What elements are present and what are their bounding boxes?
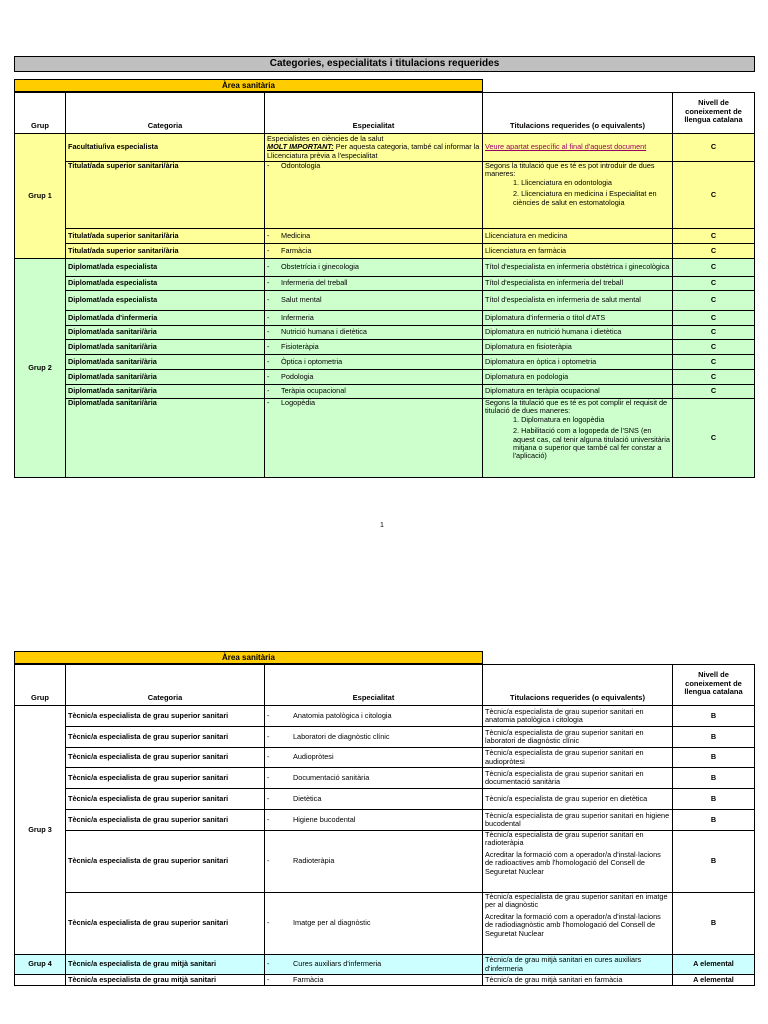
header-nivell: Nivell de coneixement de llengua catalana (673, 93, 755, 134)
group-label: Grup 4 (15, 955, 66, 975)
level-cell: B (673, 893, 755, 955)
group-label: Grup 2 (15, 259, 66, 478)
page-number: 1 (380, 522, 384, 529)
group-label: Grup 3 (15, 706, 66, 955)
table-page-2 (14, 664, 755, 986)
degree-cell: Tècnic/a especialista de grau superior en dietètica (483, 789, 673, 810)
header-titulacions: Titulacions requerides (o equivalents) (483, 665, 673, 706)
area-header: Àrea sanitària (14, 79, 483, 92)
level-cell: C (673, 370, 755, 385)
header-especialitat: Especialitat (265, 93, 483, 134)
degree-cell: Diplomatura en fisioteràpia (483, 340, 673, 355)
category-cell: Tècnic/a especialista de grau mitjà sanitari (66, 955, 265, 975)
specialty-cell: - Anatomia patològica i citologia (265, 706, 483, 727)
specialty-cell: - Obstetrícia i ginecologia (265, 259, 483, 277)
specialty-cell: - Podologia (265, 370, 483, 385)
level-cell: B (673, 748, 755, 768)
table-row (15, 259, 755, 277)
specialty-text: Especialistes en ciències de la salut (267, 133, 384, 143)
level-cell: C (673, 291, 755, 311)
level-cell: C (673, 311, 755, 326)
degree-cell: Tècnic/a especialista de grau superior sanitari en radioteràpia Acreditar la formació com a operador/a d'instal·lacions de radioactives amb l'homologació del Consell de Seguretat Nuclear (483, 831, 673, 893)
level-cell: C (673, 162, 755, 229)
level-cell: B (673, 706, 755, 727)
degree-cell: Tècnic/a especialista de grau superior sanitari en anatomia patològica i citologia (483, 706, 673, 727)
specialty-cell: - Documentació sanitària (265, 768, 483, 789)
level-cell: C (673, 277, 755, 291)
table-row (15, 955, 755, 975)
category-cell: Titulat/ada superior sanitari/ària (66, 244, 265, 259)
specific-section-link[interactable]: Veure apartat específic al final d'aquest document (485, 142, 647, 152)
important-note-label: MOLT IMPORTANT: (267, 142, 334, 152)
table-row (15, 831, 755, 893)
table-row (15, 311, 755, 326)
category-cell: Tècnic/a especialista de grau superior sanitari (66, 893, 265, 955)
degree-cell: Diplomatura d'infermeria o títol d'ATS (483, 311, 673, 326)
specialty-cell: - Òptica i optometria (265, 355, 483, 370)
group-label: Grup 1 (15, 134, 66, 259)
category-cell: Tècnic/a especialista de grau superior sanitari (66, 831, 265, 893)
category-cell: Titulat/ada superior sanitari/ària (66, 162, 265, 229)
table-page-1 (14, 92, 755, 478)
degree-cell: Diplomatura en teràpia ocupacional (483, 385, 673, 399)
category-cell: Diplomat/ada sanitari/ària (66, 399, 265, 478)
group-label-empty (15, 975, 66, 986)
level-cell: B (673, 831, 755, 893)
degree-cell: Títol d'especialista en infermeria de salut mental (483, 291, 673, 311)
table-row (15, 789, 755, 810)
category-cell: Diplomat/ada sanitari/ària (66, 370, 265, 385)
table-row (15, 748, 755, 768)
header-titulacions: Titulacions requerides (o equivalents) (483, 93, 673, 134)
specialty-cell: - Salut mental (265, 291, 483, 311)
level-cell: C (673, 399, 755, 478)
area-header: Àrea sanitària (14, 651, 483, 664)
specialty-cell: - Dietètica (265, 789, 483, 810)
degree-cell: Tècnic/a especialista de grau superior sanitari en imatge per al diagnòstic Acreditar la formació com a operador/a d'instal·lacions de radiodiagnòstic amb l'homologació del Consell de Seguretat Nuclear (483, 893, 673, 955)
category-cell: Tècnic/a especialista de grau superior sanitari (66, 768, 265, 789)
degree-cell: Segons la titulació que es té es pot complir el requisit de titulació de dues maneres: 1. Diplomatura en logopèdia 2. Habilitació com a logopeda de l'SNS (en aquest cas, cal tenir alguna titulació universitària mitjana o superior que també cal fer constar a l'aplicació) (483, 399, 673, 478)
table-row (15, 162, 755, 229)
document-title: Categories, especialitats i titulacions requerides (14, 56, 755, 72)
degree-cell: Tècnic/a especialista de grau superior sanitari en laboratori de diagnòstic clínic (483, 727, 673, 748)
specialty-cell: - Infermeria del treball (265, 277, 483, 291)
header-categoria: Categoria (66, 665, 265, 706)
category-cell: Titulat/ada superior sanitari/ària (66, 229, 265, 244)
level-cell: A elemental (673, 975, 755, 986)
category-cell: Tècnic/a especialista de grau superior sanitari (66, 789, 265, 810)
category-cell: Diplomat/ada especialista (66, 259, 265, 277)
specialty-cell: - Infermeria (265, 311, 483, 326)
level-cell: B (673, 789, 755, 810)
category-cell: Diplomat/ada especialista (66, 291, 265, 311)
specialty-cell: - Farmàcia (265, 975, 483, 986)
specialty-cell: - Higiene bucodental (265, 810, 483, 831)
level-cell: C (673, 385, 755, 399)
specialty-cell: - Nutrició humana i dietètica (265, 326, 483, 340)
level-cell: B (673, 810, 755, 831)
degree-cell: Tècnic/a especialista de grau superior sanitari en audiopròtesi (483, 748, 673, 768)
specialty-cell: - Teràpia ocupacional (265, 385, 483, 399)
level-cell: C (673, 326, 755, 340)
level-cell: B (673, 768, 755, 789)
category-cell: Tècnic/a especialista de grau superior sanitari (66, 727, 265, 748)
level-cell: B (673, 727, 755, 748)
table-row (15, 810, 755, 831)
category-cell: Diplomat/ada sanitari/ària (66, 385, 265, 399)
table-row (15, 727, 755, 748)
degree-cell: Tècnic/a de grau mitjà sanitari en farmàcia (483, 975, 673, 986)
table-row (15, 399, 755, 478)
table-row (15, 768, 755, 789)
table-row (15, 340, 755, 355)
table-row (15, 975, 755, 986)
degree-cell: Llicenciatura en medicina (483, 229, 673, 244)
degree-cell: Títol d'especialista en infermeria obstètrica i ginecològica (483, 259, 673, 277)
degree-cell: Títol d'especialista en infermeria del treball (483, 277, 673, 291)
degree-cell: Diplomatura en nutrició humana i dietètica (483, 326, 673, 340)
specialty-cell: - Logopèdia (265, 399, 483, 478)
specialty-cell: - Cures auxiliars d'infermeria (265, 955, 483, 975)
category-cell: Facultatiu/iva especialista (66, 134, 265, 162)
specialty-cell: - Radioteràpia (265, 831, 483, 893)
header-grup: Grup (15, 665, 66, 706)
specialty-cell: - Imatge per al diagnòstic (265, 893, 483, 955)
specialty-cell: - Medicina (265, 229, 483, 244)
degree-cell: Tècnic/a especialista de grau superior sanitari en higiene bucodental (483, 810, 673, 831)
table-row (15, 244, 755, 259)
level-cell: A elemental (673, 955, 755, 975)
important-note-text: Per aquesta categoria, també cal informar la Llicenciatura prèvia a l'especialitat (267, 142, 480, 160)
specialty-cell: - Farmàcia (265, 244, 483, 259)
specialty-cell: - Odontologia (265, 162, 483, 229)
table-row (15, 291, 755, 311)
category-cell: Diplomat/ada sanitari/ària (66, 355, 265, 370)
table-row (15, 229, 755, 244)
degree-cell: Tècnic/a especialista de grau superior sanitari en documentació sanitària (483, 768, 673, 789)
header-nivell: Nivell de coneixement de llengua catalana (673, 665, 755, 706)
table-row (15, 385, 755, 399)
table-row (15, 893, 755, 955)
specialty-cell: - Audiopròtesi (265, 748, 483, 768)
category-cell: Tècnic/a especialista de grau mitjà sanitari (66, 975, 265, 986)
specialty-cell (265, 134, 483, 162)
level-cell: C (673, 229, 755, 244)
category-cell: Tècnic/a especialista de grau superior sanitari (66, 706, 265, 727)
category-cell: Diplomat/ada d'infermeria (66, 311, 265, 326)
specialty-cell: - Fisioteràpia (265, 340, 483, 355)
header-grup: Grup (15, 93, 66, 134)
degree-cell: Diplomatura en podologia (483, 370, 673, 385)
table-row (15, 134, 755, 162)
category-cell: Tècnic/a especialista de grau superior sanitari (66, 810, 265, 831)
table-row (15, 277, 755, 291)
category-cell: Diplomat/ada sanitari/ària (66, 326, 265, 340)
degree-cell: Diplomatura en òptica i optometria (483, 355, 673, 370)
category-cell: Diplomat/ada especialista (66, 277, 265, 291)
table-row (15, 355, 755, 370)
level-cell: C (673, 355, 755, 370)
table-row (15, 706, 755, 727)
level-cell: C (673, 244, 755, 259)
level-cell: C (673, 134, 755, 162)
category-cell: Diplomat/ada sanitari/ària (66, 340, 265, 355)
degree-cell (483, 134, 673, 162)
degree-cell: Segons la titulació que es té es pot introduir de dues maneres: 1. Llicenciatura en odontologia 2. Llicenciatura en medicina i Especialitat en ciències de salut en estomatologia (483, 162, 673, 229)
table-row (15, 370, 755, 385)
level-cell: C (673, 259, 755, 277)
degree-cell: Tècnic/a de grau mitjà sanitari en cures auxiliars d'infermeria (483, 955, 673, 975)
category-cell: Tècnic/a especialista de grau superior sanitari (66, 748, 265, 768)
level-cell: C (673, 340, 755, 355)
degree-cell: Llicenciatura en farmàcia (483, 244, 673, 259)
specialty-cell: - Laboratori de diagnòstic clínic (265, 727, 483, 748)
header-categoria: Categoria (66, 93, 265, 134)
table-row (15, 326, 755, 340)
header-especialitat: Especialitat (265, 665, 483, 706)
